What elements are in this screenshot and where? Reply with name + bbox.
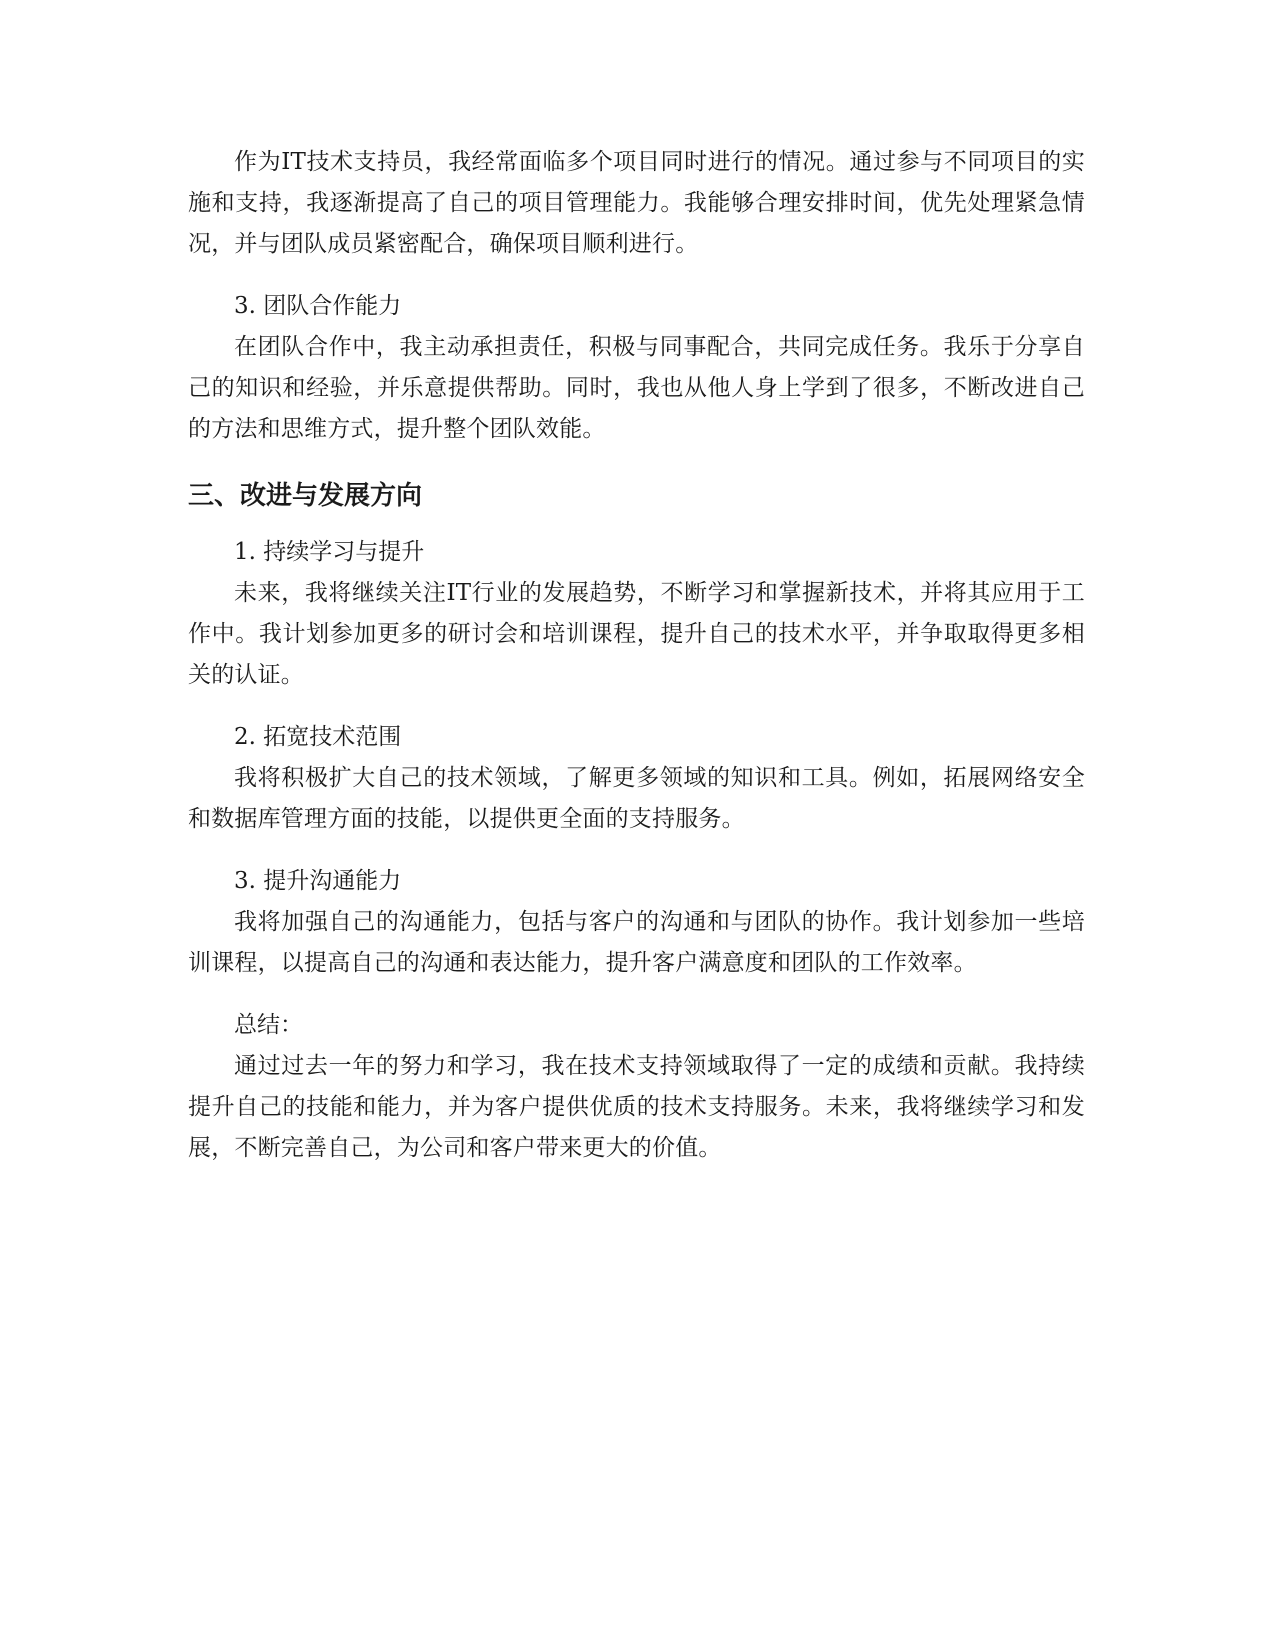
teamwork-paragraph: 在团队合作中，我主动承担责任，积极与同事配合，共同完成任务。我乐于分享自己的知识和经验，并乐意提供帮助。同时，我也从他人身上学到了很多，不断改进自己的方法和思维方式，提升整个团队效能。 (188, 334, 1085, 442)
broaden-skills-paragraph: 我将积极扩大自己的技术领域，了解更多领域的知识和工具。例如，拓展网络安全和数据库管理方面的技能，以提供更全面的支持服务。 (188, 765, 1085, 832)
summary-heading: 总结： (234, 1012, 303, 1038)
continuous-learning-paragraph: 未来，我将继续关注IT行业的发展趋势，不断学习和掌握新技术，并将其应用于工作中。我计划参加更多的研讨会和培训课程，提升自己的技术水平，并争取取得更多相关的认证。 (188, 580, 1085, 688)
summary-paragraph: 通过过去一年的努力和学习，我在技术支持领域取得了一定的成绩和贡献。我持续提升自己的技能和能力，并为客户提供优质的技术支持服务。未来，我将继续学习和发展，不断完善自己，为公司和客户带来更大的价值。 (188, 1053, 1085, 1161)
communication-heading: 3. 提升沟通能力 (234, 868, 402, 894)
teamwork-heading: 3. 团队合作能力 (234, 293, 402, 319)
continuous-learning-heading: 1. 持续学习与提升 (234, 539, 425, 565)
broaden-skills-heading: 2. 拓宽技术范围 (234, 724, 402, 750)
communication-paragraph: 我将加强自己的沟通能力，包括与客户的沟通和与团队的协作。我计划参加一些培训课程，以提高自己的沟通和表达能力，提升客户满意度和团队的工作效率。 (188, 909, 1085, 976)
project-management-paragraph: 作为IT技术支持员，我经常面临多个项目同时进行的情况。通过参与不同项目的实施和支持，我逐渐提高了自己的项目管理能力。我能够合理安排时间，优先处理紧急情况，并与团队成员紧密配合，确保项目顺利进行。 (188, 149, 1085, 257)
section-three-title: 三、改进与发展方向 (188, 481, 423, 511)
